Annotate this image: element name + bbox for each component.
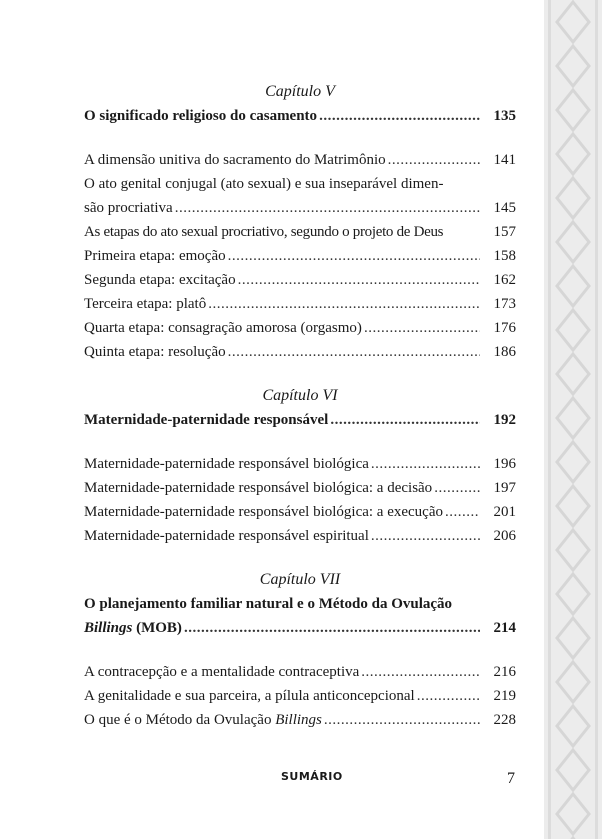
title-italic-part: Billings bbox=[84, 620, 133, 636]
toc-entry[interactable] bbox=[84, 244, 516, 268]
title-rest-part: (MOB) bbox=[132, 620, 182, 636]
leader-dots bbox=[434, 476, 480, 500]
entry-title: A dimensão unitiva do sacramento do Matrimônio bbox=[84, 152, 386, 168]
entry-title: Maternidade-paternidade responsável espiritual bbox=[84, 528, 369, 544]
toc-entry[interactable] bbox=[84, 316, 516, 340]
entry-title bbox=[84, 616, 182, 640]
entry-title: As etapas do ato sexual procriativo, segundo o projeto de Deus bbox=[84, 224, 444, 240]
leader-dots bbox=[371, 524, 480, 548]
entry-title: Maternidade-paternidade responsável bbox=[84, 412, 329, 428]
entry-page: 157 bbox=[493, 224, 516, 240]
sumario-logo[interactable]: SUMÁRIO bbox=[281, 770, 343, 783]
chapter-title-entry[interactable] bbox=[84, 616, 516, 640]
table-of-contents bbox=[84, 80, 516, 732]
entry-title: Segunda etapa: excitação bbox=[84, 272, 236, 288]
entry-title: A contracepção e a mentalidade contraceptiva bbox=[84, 664, 360, 680]
toc-entry[interactable] bbox=[84, 476, 516, 500]
entry-page: 176 bbox=[493, 320, 516, 336]
leader-dots bbox=[228, 244, 480, 268]
entry-page: 196 bbox=[493, 456, 516, 472]
entry-page: 216 bbox=[493, 664, 516, 680]
toc-entry-line1[interactable]: O ato genital conjugal (ato sexual) e sua inseparável dimen- bbox=[84, 176, 444, 192]
chapter-heading: Capítulo VI bbox=[262, 387, 338, 404]
entry-title: Terceira etapa: platô bbox=[84, 296, 207, 312]
toc-entry[interactable] bbox=[84, 500, 516, 524]
entry-page: 201 bbox=[493, 504, 516, 520]
entry-title bbox=[84, 708, 322, 732]
decorative-border bbox=[544, 0, 602, 839]
toc-entry[interactable] bbox=[84, 684, 516, 708]
chapter-heading: Capítulo V bbox=[265, 83, 335, 100]
entry-title: O significado religioso do casamento bbox=[84, 108, 318, 124]
entry-page: 145 bbox=[493, 200, 516, 216]
toc-entry[interactable] bbox=[84, 340, 516, 364]
toc-entry[interactable] bbox=[84, 708, 516, 732]
leader-dots bbox=[371, 452, 480, 476]
leader-dots bbox=[324, 708, 480, 732]
chapter-title-entry[interactable] bbox=[84, 408, 516, 432]
entry-page: 173 bbox=[493, 296, 516, 312]
diamond-pattern bbox=[544, 0, 602, 839]
toc-entry[interactable] bbox=[84, 452, 516, 476]
entry-page: 219 bbox=[493, 688, 516, 704]
entry-page: 197 bbox=[493, 480, 516, 496]
leader-dots bbox=[364, 316, 480, 340]
entry-title: Maternidade-paternidade responsável biológica: a decisão bbox=[84, 480, 433, 496]
entry-title: Quarta etapa: consagração amorosa (orgasmo) bbox=[84, 320, 362, 336]
entry-title: são procriativa bbox=[84, 200, 173, 216]
title-italic-part: Billings bbox=[275, 712, 322, 728]
leader-dots bbox=[388, 148, 480, 172]
page-number: 7 bbox=[507, 770, 515, 787]
chapter-heading: Capítulo VII bbox=[259, 571, 341, 588]
chapter-title-line1[interactable]: O planejamento familiar natural e o Método da Ovulação bbox=[84, 596, 453, 612]
toc-entry[interactable] bbox=[84, 148, 516, 172]
leader-dots bbox=[445, 500, 480, 524]
toc-entry[interactable] bbox=[84, 196, 516, 220]
entry-title: A genitalidade e sua parceira, a pílula anticoncepcional bbox=[84, 688, 415, 704]
leader-dots bbox=[417, 684, 480, 708]
entry-page: 162 bbox=[493, 272, 516, 288]
toc-entry[interactable] bbox=[84, 292, 516, 316]
leader-dots bbox=[175, 196, 480, 220]
leader-dots bbox=[238, 268, 480, 292]
entry-title: Maternidade-paternidade responsável biológica: a execução bbox=[84, 504, 443, 520]
entry-page: 141 bbox=[493, 152, 516, 168]
entry-page: 228 bbox=[493, 712, 516, 728]
entry-title: Primeira etapa: emoção bbox=[84, 248, 226, 264]
entry-page: 158 bbox=[493, 248, 516, 264]
leader-dots bbox=[361, 660, 480, 684]
toc-entry[interactable] bbox=[84, 524, 516, 548]
leader-dots bbox=[228, 340, 480, 364]
entry-page: 206 bbox=[493, 528, 516, 544]
leader-dots bbox=[184, 616, 480, 640]
entry-page: 135 bbox=[493, 108, 516, 124]
leader-dots bbox=[319, 104, 480, 128]
entry-title: Quinta etapa: resolução bbox=[84, 344, 226, 360]
leader-dots bbox=[208, 292, 480, 316]
entry-page: 186 bbox=[493, 344, 516, 360]
toc-entry[interactable] bbox=[84, 268, 516, 292]
entry-page: 192 bbox=[493, 412, 516, 428]
chapter-title-entry[interactable] bbox=[84, 104, 516, 128]
entry-page: 214 bbox=[493, 620, 516, 636]
title-plain-part: O que é o Método da Ovulação bbox=[84, 712, 276, 728]
leader-dots bbox=[330, 408, 480, 432]
toc-entry[interactable] bbox=[84, 660, 516, 684]
entry-title: Maternidade-paternidade responsável biológica bbox=[84, 456, 369, 472]
toc-entry[interactable] bbox=[84, 220, 516, 244]
